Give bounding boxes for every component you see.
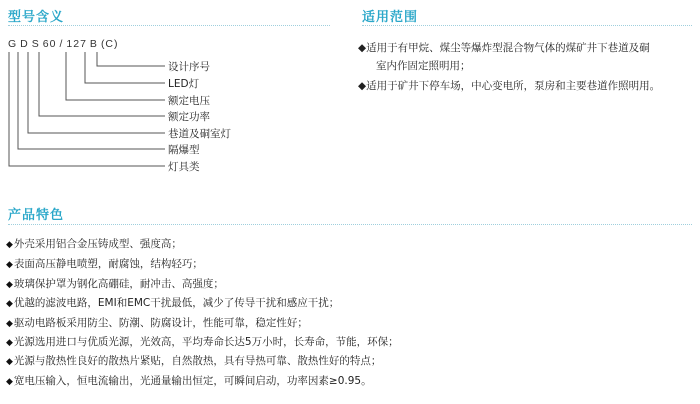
code-char-voltage: 127 — [66, 38, 87, 50]
diamond-bullet-icon: ◆ — [358, 80, 367, 92]
application-item-2-line-1: 适用于矿井下停车场，中心变电所，泵房和主要巷道作照明用。 — [366, 80, 661, 92]
feature-text: 驱动电路板采用防尘、防潮、防腐设计，性能可靠，稳定性好； — [13, 317, 308, 329]
feature-text: 光源选用进口与优质光源，光效高，平均寿命长达5万小时，长寿命，节能，环保； — [13, 336, 399, 348]
diamond-bullet-icon: ◆ — [6, 240, 13, 250]
feature-text: 光源与散热性良好的散热片紧贴，自然散热，具有导热可靠、散热性好的特点； — [13, 355, 382, 367]
feature-item — [6, 315, 308, 330]
application-item-1-cont — [376, 58, 471, 73]
legend-explosion-proof: 隔爆型 — [168, 144, 200, 156]
application-rule — [362, 25, 692, 26]
legend-lamp: 灯具类 — [168, 161, 200, 173]
feature-item — [6, 256, 203, 271]
application-item-1-line-2: 室内作固定照明用； — [376, 60, 471, 72]
diamond-bullet-icon: ◆ — [358, 42, 367, 54]
code-char-serial: (C) — [100, 38, 119, 50]
legend-voltage: 额定电压 — [168, 95, 210, 107]
feature-item — [6, 334, 399, 349]
diamond-bullet-icon: ◆ — [6, 299, 13, 309]
leader-line-power — [39, 52, 165, 116]
code-char-led: B — [89, 38, 98, 50]
feature-text: 宽电压输入，恒电流输出，光通量输出恒定，可瞬间启动，功率因素≥0.95。 — [13, 375, 372, 387]
code-char-d: D — [20, 38, 29, 50]
diamond-bullet-icon: ◆ — [6, 377, 13, 387]
legend-power: 额定功率 — [168, 111, 210, 123]
model-meaning-title: 型号含义 — [8, 10, 65, 25]
application-item-2 — [358, 78, 660, 93]
legend-led: LED灯 — [168, 78, 200, 90]
code-char-power: 60 — [42, 38, 57, 50]
features-title: 产品特色 — [8, 208, 65, 223]
features-rule — [8, 224, 692, 225]
diamond-bullet-icon: ◆ — [6, 357, 13, 367]
feature-item — [6, 353, 381, 368]
diamond-bullet-icon: ◆ — [6, 319, 13, 329]
code-char-g: G — [8, 38, 18, 50]
application-title: 适用范围 — [362, 10, 419, 25]
application-item-1-line-1: 适用于有甲烷、煤尘等爆炸型混合物气体的煤矿井下巷道及硐 — [366, 42, 650, 54]
leader-line-voltage — [66, 52, 165, 100]
legend-serial: 设计序号 — [168, 61, 210, 73]
feature-text: 外壳采用铝合金压铸成型、强度高； — [13, 238, 182, 250]
legend-roadway: 巷道及硐室灯 — [168, 128, 231, 140]
application-item-1 — [358, 40, 650, 55]
feature-text: 表面高压静电喷塑，耐腐蚀，结构轻巧； — [13, 258, 203, 270]
feature-item — [6, 373, 372, 388]
feature-text: 玻璃保护罩为钢化高硼硅，耐冲击、高强度； — [13, 278, 224, 290]
code-char-slash: / — [59, 38, 64, 50]
feature-item — [6, 295, 339, 310]
diamond-bullet-icon: ◆ — [6, 260, 13, 270]
diamond-bullet-icon: ◆ — [6, 280, 13, 290]
feature-item — [6, 276, 224, 291]
feature-item — [6, 236, 182, 251]
leader-line-serial — [97, 52, 165, 66]
code-char-s: S — [31, 38, 40, 50]
diamond-bullet-icon: ◆ — [6, 338, 13, 348]
feature-text: 优越的滤波电路，EMI和EMC干扰最低，减少了传导干扰和感应干扰； — [13, 297, 340, 309]
